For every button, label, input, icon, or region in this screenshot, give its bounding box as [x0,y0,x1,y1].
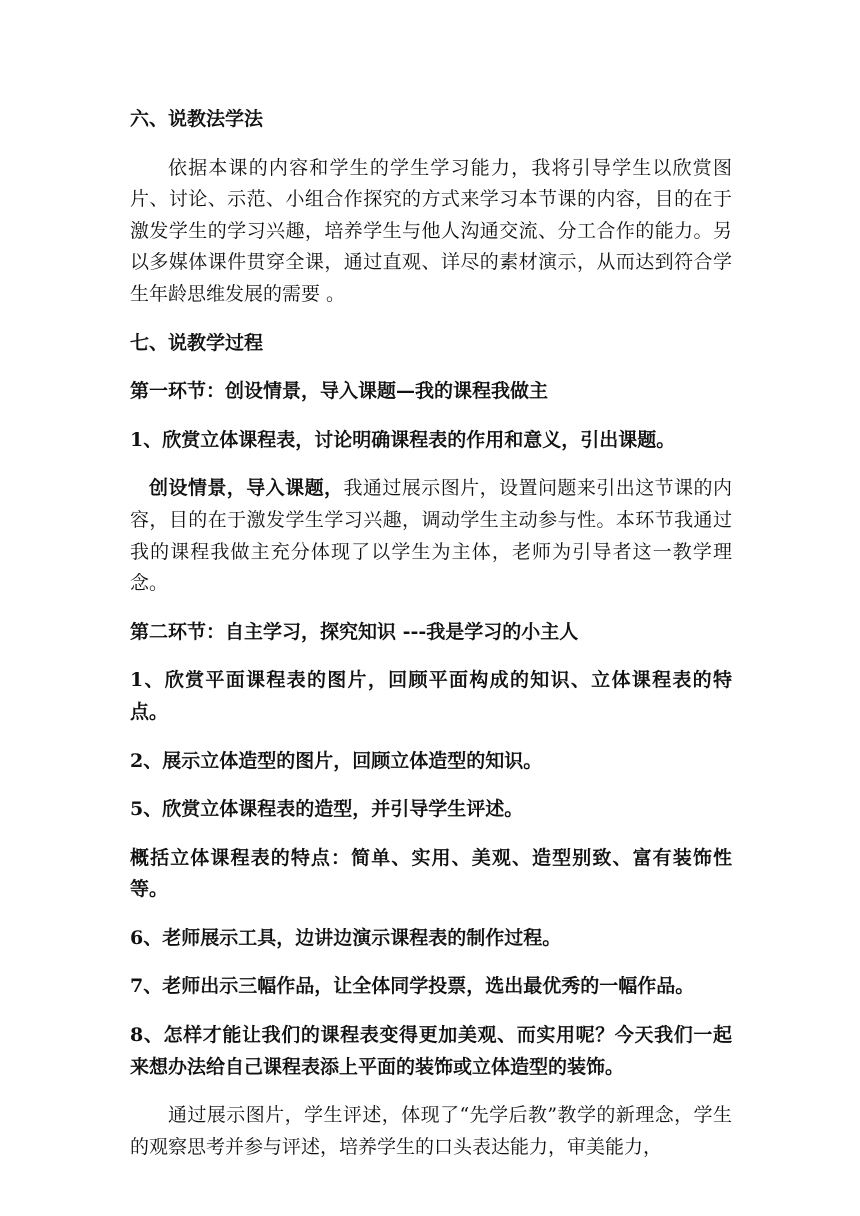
stage-2-title: 第二环节：自主学习，探究知识 ---我是学习的小主人 [130,620,579,643]
section-7-title: 七、说教学过程 [130,331,264,354]
stage-2-item-2: 2、展示立体造型的图片，回顾立体造型的知识。 [130,749,543,772]
stage-2-item-6: 6、老师展示工具，边讲边演示课程表的制作过程。 [130,926,562,949]
stage-2-item-8: 8、怎样才能让我们的课程表变得更加美观、而实用呢？今天我们一起来想办法给自己课程表添上平面的装饰或立体造型的装饰。 [130,1024,732,1078]
stage-2-item-5: 5、欣赏立体课程表的造型，并引导学生评述。 [130,798,524,821]
closing-body: 通过展示图片，学生评述，体现了“先学后教”教学的新理念，学生的观察思考并参与评述，培养学生的口头表达能力，审美能力， [130,1104,732,1158]
section-6-title: 六、说教法学法 [130,108,264,130]
stage-2-summary: 概括立体课程表的特点：简单、实用、美观、造型别致、富有装饰性等。 [130,846,732,901]
document-page [130,104,732,1163]
stage-1-body-bold: 创设情景，导入课题， [149,477,344,500]
section-6-body: 依据本课的内容和学生的学生学习能力，我将引导学生以欣赏图片、讨论、示范、小组合作探究的方式来学习本节课的内容，目的在于激发学生的学习兴趣，培养学生与他人沟通交流、分工合作的能力。另以多媒体课件贯穿全课，通过直观、详尽的素材演示，从而达到符合学生年龄思维发展的需要 。 [130,156,732,305]
stage-1-title: 第一环节：创设情景，导入课题—我的课程我做主 [130,380,549,403]
stage-1-body-rest: 我通过展示图片，设置问题来引出这节课的内容，目的在于激发学生学习兴趣，调动学生主动参与性。本环节我通过我的课程我做主充分体现了以学生为主体，老师为引导者这一教学理念。 [130,477,732,595]
stage-2-item-1: 1、欣赏平面课程表的图片，回顾平面构成的知识、立体课程表的特点。 [130,669,732,723]
stage-1-item-1: 1、欣赏立体课程表，讨论明确课程表的作用和意义，引出课题。 [130,428,676,451]
stage-1-body [130,473,732,599]
stage-2-item-7: 7、老师出示三幅作品，让全体同学投票，选出最优秀的一幅作品。 [130,975,695,998]
